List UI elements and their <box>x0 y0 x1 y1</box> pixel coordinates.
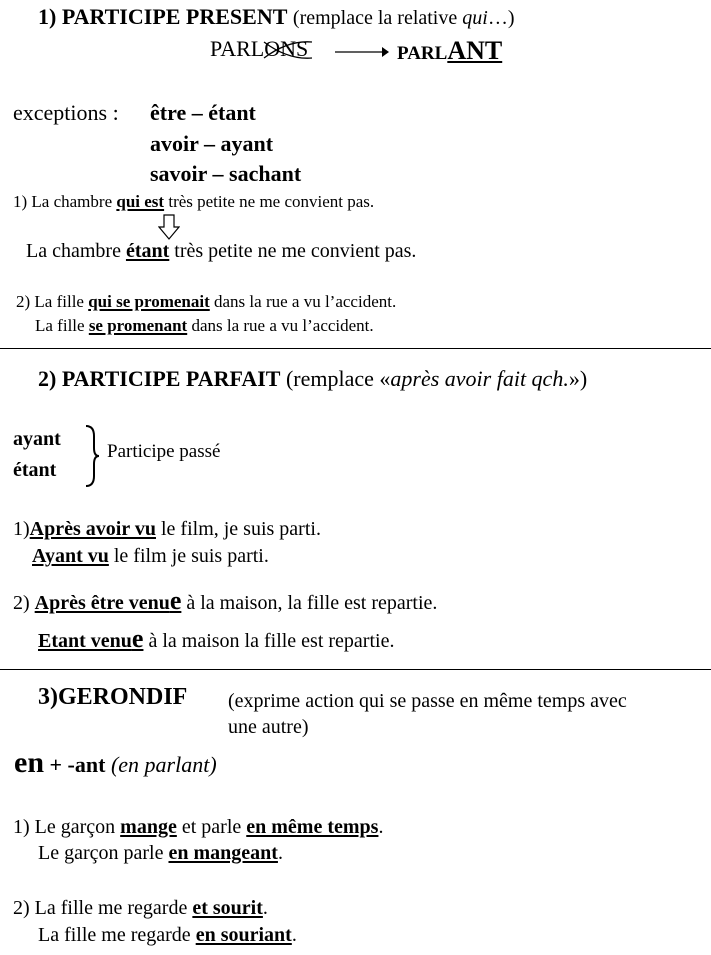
conversion-result: PARLANT <box>397 36 503 65</box>
section3-heading: 3)GERONDIF <box>38 684 188 710</box>
example-sentence: 1)Après avoir vu le film, je suis parti. <box>13 518 321 540</box>
auxiliary-etant: étant <box>13 459 57 481</box>
example-sentence: Etant venue à la maison la fille est repartie. <box>38 624 395 653</box>
conversion-source: PARLONS <box>210 36 308 62</box>
arrow-right-icon <box>335 46 390 58</box>
exception-item: avoir – ayant <box>150 131 274 156</box>
example-sentence: La chambre étant très petite ne me convient pas. <box>26 240 417 262</box>
example-sentence: 1) La chambre qui est très petite ne me convient pas. <box>13 192 375 211</box>
section3-heading-note: (exprime action qui se passe en même temps avec une autre) <box>228 690 627 738</box>
brace-label: Participe passé <box>107 441 221 462</box>
example-sentence: 2) Après être venue à la maison, la fille est repartie. <box>13 586 438 615</box>
arrow-down-icon <box>158 214 180 240</box>
section-divider <box>0 348 711 349</box>
section-divider <box>0 669 711 670</box>
example-sentence: Le garçon parle en mangeant. <box>38 842 283 864</box>
section2-heading: 2) PARTICIPE PARFAIT <box>38 366 281 391</box>
section1-heading-line <box>38 4 514 30</box>
auxiliary-ayant: ayant <box>13 428 61 450</box>
example-sentence: 2) La fille qui se promenait dans la rue a vu l’accident. <box>16 292 397 311</box>
exceptions-label: exceptions : <box>13 100 119 125</box>
section2-heading-line <box>38 366 587 392</box>
exception-item: savoir – sachant <box>150 161 302 186</box>
example-sentence: La fille se promenant dans la rue a vu l’accident. <box>35 316 374 335</box>
gerondif-formula: en + -ant (en parlant) <box>14 746 217 779</box>
example-sentence: 1) Le garçon mange et parle en même temps. <box>13 816 384 838</box>
cross-out-mark <box>262 38 314 62</box>
brace-icon <box>83 424 101 488</box>
section1-heading-note: (remplace la relative qui…) <box>292 7 515 29</box>
example-sentence: La fille me regarde en souriant. <box>38 924 297 946</box>
section2-heading-note: (remplace «après avoir fait qch.») <box>285 366 588 391</box>
section1-heading: 1) PARTICIPE PRESENT <box>38 4 288 29</box>
exception-item: être – étant <box>150 100 256 125</box>
example-sentence: 2) La fille me regarde et sourit. <box>13 897 268 919</box>
example-sentence: Ayant vu le film je suis parti. <box>32 545 269 567</box>
crossed-ending: ONS <box>264 36 308 61</box>
